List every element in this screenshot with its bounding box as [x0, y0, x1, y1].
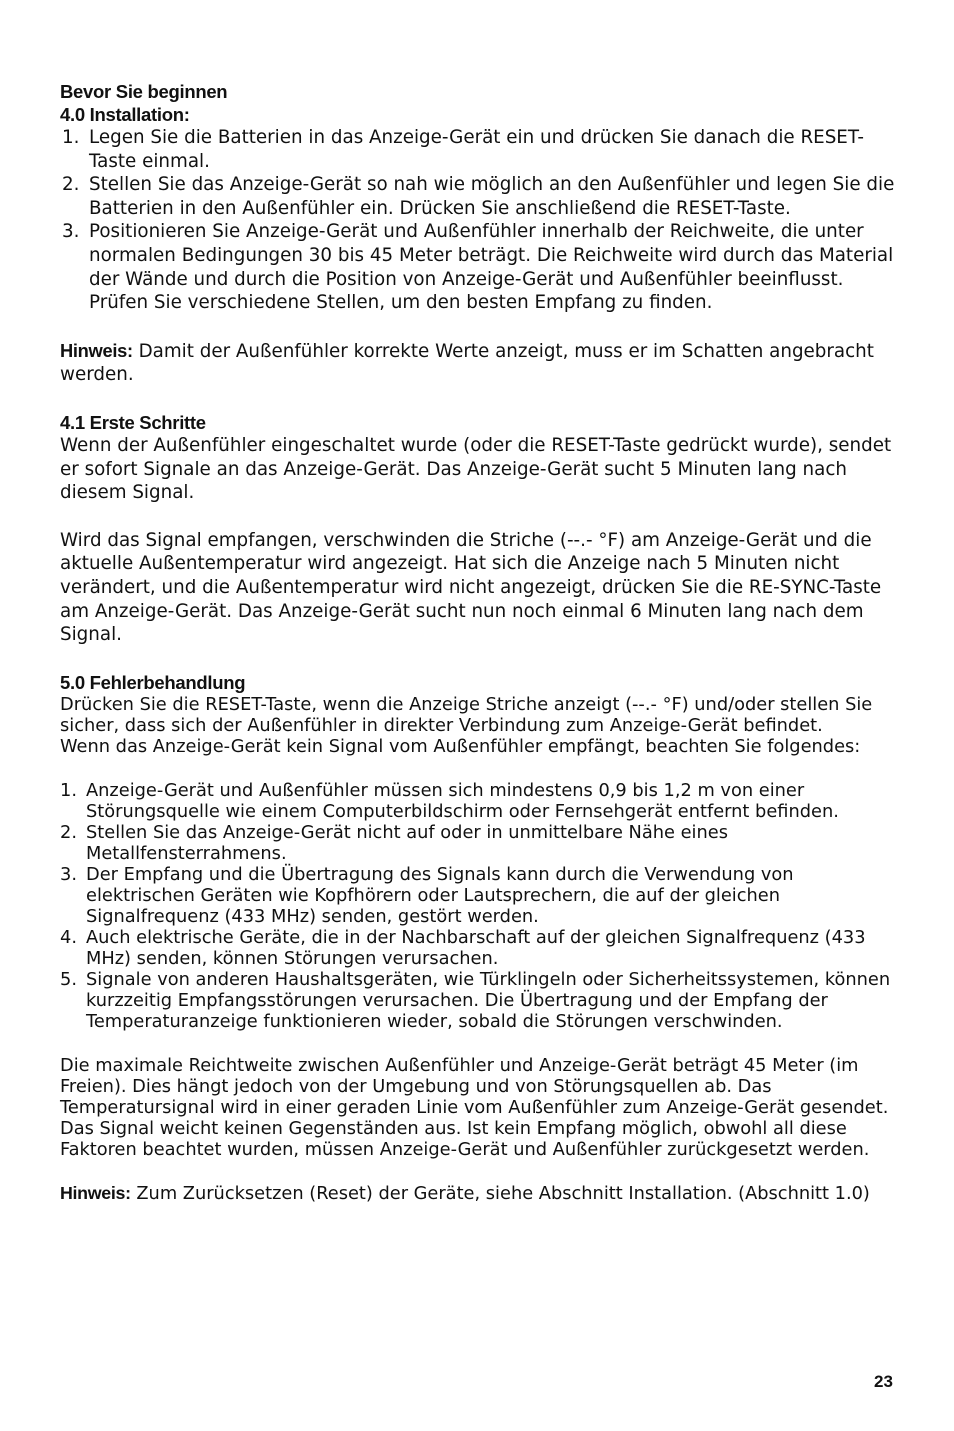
list-item: [60, 780, 900, 822]
list-item: [60, 126, 900, 173]
first-steps-paragraph-2: Wird das Signal empfangen, verschwinden die Striche (--.- °F) am Anzeige-Gerät und die aktuelle Außentemperatur wird angezeigt. Hat sich die Anzeige nach 5 Minuten nicht verändert, und die Außentemperatur wird nicht angezeigt, drücken Sie die RE-SYNC-Taste am Anzeige-Gerät. Das Anzeige-Gerät sucht nun noch einmal 6 Minuten lang nach dem Signal.: [60, 529, 882, 646]
troubleshooting-paragraph-3: Die maximale Reichtweite zwischen Außenfühler und Anzeige-Gerät beträgt 45 Meter (im Freien). Dies hängt jedoch von der Umgebung und von Störungsquellen ab. Das Temperatursignal wird in einer geraden Linie vom Außenfühler zum Anzeige-Gerät gesendet. Das Signal weicht keinen Gegenständen aus. Ist kein Empfang möglich, obwohl all diese Faktoren beachtet wurden, müssen Anzeige-Gerät und Außenfühler zurückgesetzt werden.: [60, 1054, 889, 1160]
list-text: Signale von anderen Haushaltsgeräten, wie Türklingeln oder Sicherheitssystemen, können kurzzeitig Empfangsstörungen verursachen. Die Übertragung und der Empfang der Temperaturanzeige funktionieren wieder, sobald die Störungen verschwinden.: [86, 968, 891, 1032]
list-item: [60, 927, 900, 969]
before-heading: Bevor Sie beginnen: [60, 81, 228, 102]
note-text: Damit der Außenfühler korrekte Werte anzeigt, muss er im Schatten angebracht werden.: [60, 340, 874, 386]
list-item: [60, 864, 900, 927]
list-text: Auch elektrische Geräte, die in der Nachbarschaft auf der gleichen Signalfrequenz (433 MHz) senden, können Störungen verursachen.: [86, 926, 866, 969]
troubleshooting-heading: 5.0 Fehlerbehandlung: [60, 671, 246, 693]
installation-steps: [60, 126, 900, 315]
note-shade: [60, 339, 900, 387]
list-number: 4.: [60, 926, 77, 948]
section-installation: [60, 80, 900, 671]
first-steps-paragraph-1: Wenn der Außenfühler eingeschaltet wurde (oder die RESET-Taste gedrückt wurde), sendet er sofort Signale an das Anzeige-Gerät. Das Anzeige-Gerät sucht 5 Minuten lang nach diesem Signal.: [60, 434, 892, 504]
list-item: [60, 173, 900, 220]
list-number: 1.: [62, 127, 80, 148]
troubleshooting-paragraph-2: Wenn das Anzeige-Gerät kein Signal vom Außenfühler empfängt, beachten Sie folgendes:: [60, 735, 861, 757]
list-text: Der Empfang und die Übertragung des Signals kann durch die Verwendung von elektrischen Geräten wie Kopfhörern oder Lautsprechern, die auf der gleichen Signalfrequenz (433 MHz) senden, gestört werden.: [86, 863, 794, 927]
list-number: 3.: [62, 221, 80, 243]
section-troubleshooting: [60, 671, 900, 1204]
note-label: Hinweis:: [60, 1182, 131, 1203]
installation-heading: 4.0 Installation:: [60, 104, 190, 125]
manual-page: [60, 80, 900, 1204]
list-text: Positionieren Sie Anzeige-Gerät und Außenfühler innerhalb der Reichweite, die unter normalen Bedingungen 30 bis 45 Meter beträgt. Die Reichweite wird durch das Material der Wände und durch die Position von Anzeige-Gerät und Außenfühler beeinflusst. Prüfen Sie verschiedene Stellen, um den besten Empfang zu finden.: [89, 221, 894, 314]
list-number: 2.: [62, 174, 80, 196]
note-label: Hinweis:: [60, 339, 133, 361]
list-text: Stellen Sie das Anzeige-Gerät so nah wie möglich an den Außenfühler und legen Sie die Batterien in den Außenfühler ein. Drücken Sie anschließend die RESET-Taste.: [89, 174, 895, 219]
note-reset: [60, 1183, 900, 1204]
list-item: [60, 969, 900, 1032]
list-number: 5.: [60, 968, 77, 990]
list-item: [60, 822, 900, 864]
list-number: 2.: [60, 821, 77, 843]
troubleshooting-list: [60, 780, 900, 1032]
first-steps-heading: 4.1 Erste Schritte: [60, 411, 206, 433]
list-text: Anzeige-Gerät und Außenfühler müssen sich mindestens 0,9 bis 1,2 m von einer Störungsquelle wie einem Computerbildschirm oder Fernsehgerät entfernt befinden.: [86, 779, 839, 822]
list-text: Legen Sie die Batterien in das Anzeige-Gerät ein und drücken Sie danach die RESET-Taste einmal.: [89, 127, 864, 172]
troubleshooting-paragraph-1: Drücken Sie die RESET-Taste, wenn die Anzeige Striche anzeigt (--.- °F) und/oder stellen Sie sicher, dass sich der Außenfühler in direkter Verbindung zum Anzeige-Gerät befindet.: [60, 693, 873, 736]
note-text: Zum Zurücksetzen (Reset) der Geräte, siehe Abschnitt Installation. (Abschnitt 1.0): [130, 1182, 870, 1204]
list-text: Stellen Sie das Anzeige-Gerät nicht auf oder in unmittelbare Nähe eines Metallfensterrahmens.: [86, 821, 728, 864]
list-number: 1.: [60, 779, 77, 801]
page-number: 23: [874, 1372, 893, 1391]
list-item: [60, 220, 900, 314]
list-number: 3.: [60, 863, 77, 885]
